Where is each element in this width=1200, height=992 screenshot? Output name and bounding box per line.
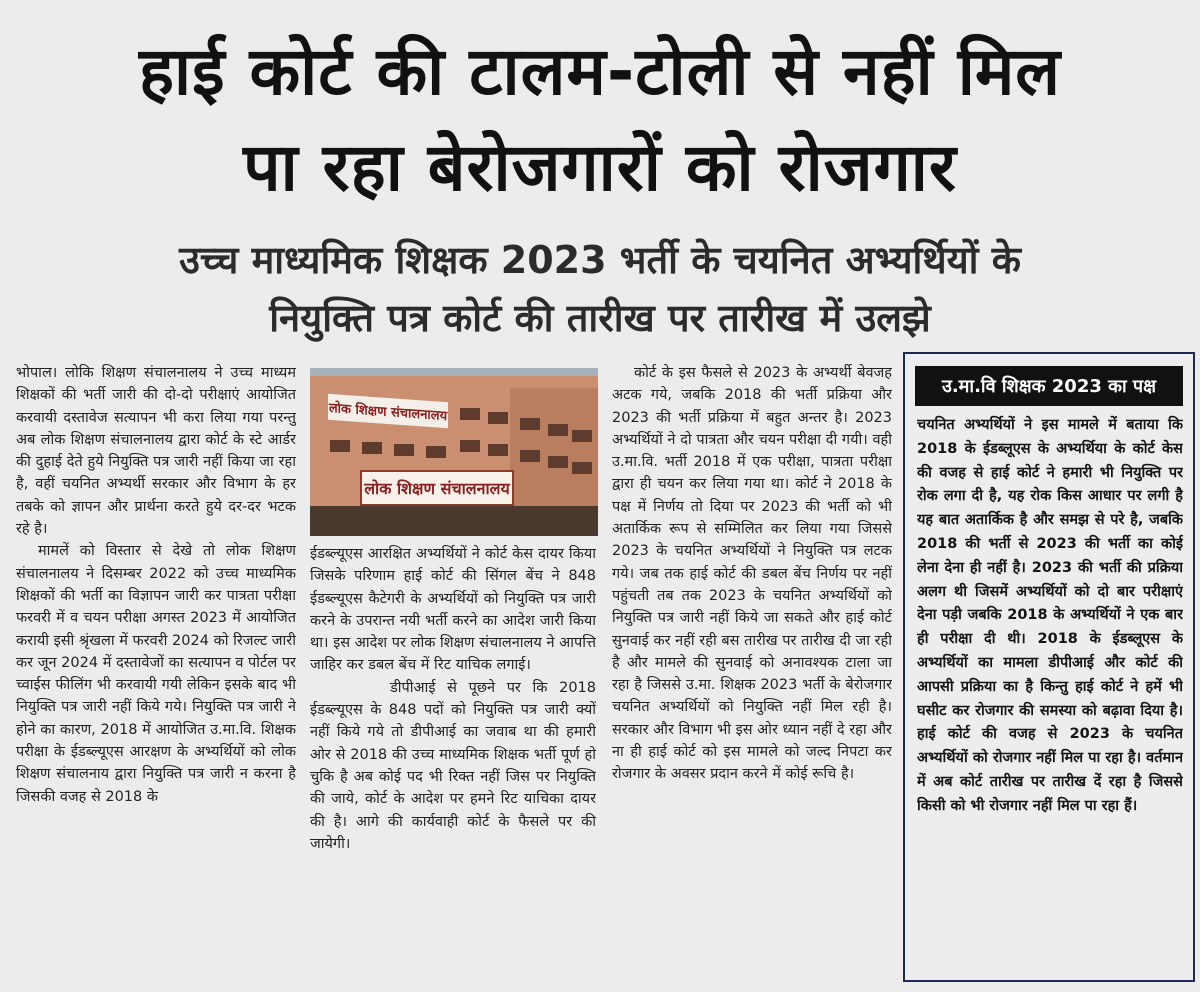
window bbox=[330, 440, 350, 452]
window bbox=[394, 444, 414, 456]
building-sign-small: लोक शिक्षण संचालनालय bbox=[328, 394, 448, 428]
window bbox=[548, 456, 568, 468]
subheadline-line-2: नियुक्ति पत्र कोर्ट की तारीख पर तारीख में उलझे bbox=[269, 296, 931, 340]
window bbox=[488, 444, 508, 456]
sidebar-box bbox=[903, 352, 1195, 982]
window bbox=[572, 462, 592, 474]
ground bbox=[310, 506, 598, 536]
window bbox=[460, 440, 480, 452]
building-sign-main: लोक शिक्षण संचालनालय bbox=[360, 470, 514, 506]
article-paragraph: मामलें को विस्तार से देखे तो लोक शिक्षण संचालनालय ने दिसम्बर 2022 को उच्च माध्यमिक शिक्षकों की भर्ती का विज्ञापन जारी कर पात्रता परीक्षा फरवरी में व चयन परीक्षा अगस्त 2023 में आयोजित करायी इसी श्रृंखला में फरवरी 2024 को रिजल्ट जारी कर जून 2024 में दस्तावेजों का सत्यापन व पोर्टल पर च्वाईस फीलिंग भी करवायी गयी लेकिन इसके बाद भी नियुक्ति पत्र जारी नहीं किये गये। नियुक्ति पत्र जारी ने होने का कारण, 2018 में आयोजित उ.मा.वि. शिक्षक परीक्षा के ईडब्ल्यूएस आरक्षण के अभ्यर्थियों को लोक शिक्षण संचालनाय द्वारा नियुक्ति पत्र जारी न करना है जिसकी वजह से 2018 के bbox=[16, 543, 296, 805]
sidebar-box-body: चयनित अभ्यर्थियों ने इस मामले में बताया कि 2018 के ईडब्लूएस के अभ्यर्थिया के कोर्ट केस की वजह से हाई कोर्ट ने हमारी भी नियुक्ति पर रोक लगा दी है, यह रोक किस आधार पर लगी है यह बात अतार्किक है और समझ से परे है, जबकि 2018 की भर्ती से 2023 की भर्ती का कोई लेना देना ही नहीं है। 2023 की भर्ती की प्रक्रिया अलग थी जिसमें अभ्यर्थियों को दो बार परीक्षाएं देना पड़ी जबकि 2018 के अभ्यर्थियों ने एक बार ही परीक्षा दी थी। 2018 के ईडब्लूएस के अभ्यर्थियों का मामला डीपीआई और कोर्ट की आपसी प्रक्रिया का है किन्तु हाई कोर्ट ने हमें भी घसीट कर रोजगार की समस्या को बढ़ावा दिया है। हाई कोर्ट की वजह से 2023 के चयनित अभ्यर्थियों को रोजगार नहीं मिल पा रहा है। वर्तमान में अब कोर्ट तारीख पर तारीख दें रहा है जिससे किसी को भी रोजगार नहीं मिल पा रहा हैं। bbox=[917, 417, 1183, 814]
window bbox=[520, 418, 540, 430]
window bbox=[572, 430, 592, 442]
window bbox=[362, 442, 382, 454]
article-paragraph: ईडब्ल्यूएस आरक्षित अभ्यर्थियों ने कोर्ट केस दायर किया जिसके परिणाम हाई कोर्ट की सिंगल बेंच ने 848 ईडब्ल्यूएस कैटेगरी के अभ्यर्थियों को नियुक्ति पत्र जारी करने के उपरान्त नयी भर्ती करने का आदेश जारी किया था। इस आदेश पर लोक शिक्षण संचालनालय ने आपत्ति जाहिर कर डबल बेंच में रिट याचिक लगाई। bbox=[310, 546, 596, 674]
sidebar-box-title: उ.मा.वि शिक्षक 2023 का पक्ष bbox=[915, 366, 1183, 406]
article-column-3 bbox=[612, 362, 892, 990]
window bbox=[548, 424, 568, 436]
window bbox=[426, 446, 446, 458]
article-paragraph: डीपीआई से पूछने पर कि 2018 ईडब्ल्यूएस के 848 पदों को नियुक्ति पत्र जारी क्यों नहीं किये गये तो डीपीआई का जवाब था की हमारी ओर से 2018 की उच्च माध्यमिक शिक्षक भर्ती पूर्ण हो चुकि है अब कोई पद भी रिक्त नहीं जिस पर नियुक्ति की जाये, कोर्ट के आदेश पर हमने रिट याचिका दायर की है। आगे की कार्यवाही कोर्ट के फैसले पर की जायेगी। bbox=[310, 679, 596, 852]
article-column-2 bbox=[310, 543, 596, 990]
window bbox=[520, 450, 540, 462]
article-column-1 bbox=[16, 362, 296, 990]
headline-line-2: पा रहा बेरोजगारों को रोजगार bbox=[243, 129, 957, 206]
window bbox=[488, 412, 508, 424]
building-photo bbox=[310, 368, 598, 536]
article-paragraph: कोर्ट के इस फैसले से 2023 के अभ्यर्थी बेवजह अटक गये, जबकि 2018 की भर्ती प्रक्रिया और 2023 की भर्ती प्रक्रिया में बहुत अन्तर है। 2023 अभ्यर्थियों ने दो पात्रता और चयन परीक्षा दी गयी। वही उ.मा.वि. भर्ती 2018 में एक परीक्षा, पात्रता परीक्षा द्वारा ही चयन कर लिया गया था। कोर्ट ने 2018 के पक्ष में निर्णय तो दिया पर 2023 की भर्ती को भी अतार्किक रूप से सम्मिलित कर लिया गया जिससे 2023 के चयनित अभ्यर्थियों ने नियुक्ति पत्र लटक गये। जब तक हाई कोर्ट की डबल बेंच निर्णय पर नहीं पहुंचती तब तक 2023 के चयनित अभ्यर्थियों को नियुक्ति पत्र जारी नहीं किये जा सकते और हाई कोर्ट सुनवाई कर नहीं रही बस तारीख पर तारीख दी जा रही है और मामले की सुनवाई को अनावश्यक टाला जा रहा है जिससे उ.मा. शिक्षक 2023 भर्ती के बेरोजगार चयनित अभ्यर्थियों को नियुक्ति नहीं मिल रही है। सरकार और विभाग भी इस ओर ध्यान नहीं दे रहा और ना ही हाई कोर्ट को इस मामले को जल्द निपटा कर रोजगार के अवसर प्रदान करने में कोई रूचि है। bbox=[612, 365, 892, 783]
subheadline-line-1: उच्च माध्यमिक शिक्षक 2023 भर्ती के चयनित अभ्यर्थियों के bbox=[179, 238, 1021, 282]
article-paragraph: भोपाल। लोकि शिक्षण संचालनालय ने उच्च माध्यम शिक्षकों की भर्ती जारी की दो-दो परीक्षाएं आयोजित करवायी दस्तावेज सत्यापन भी करा लिया गया परन्तु अब लोक शिक्षण संचालनालय द्वारा कोर्ट के स्टे आर्डर की दुहाई देते हुये नियुक्ति पत्र जारी नहीं किया जा रहा है, वहीं चयनित अभ्यर्थी सरकार और विभाग के हर तबके को ज्ञापन और प्रार्थना करते हुये दर-दर भटक रहे है। bbox=[16, 365, 296, 538]
headline-line-1: हाई कोर्ट की टालम-टोली से नहीं मिल bbox=[138, 33, 1062, 110]
window bbox=[460, 408, 480, 420]
